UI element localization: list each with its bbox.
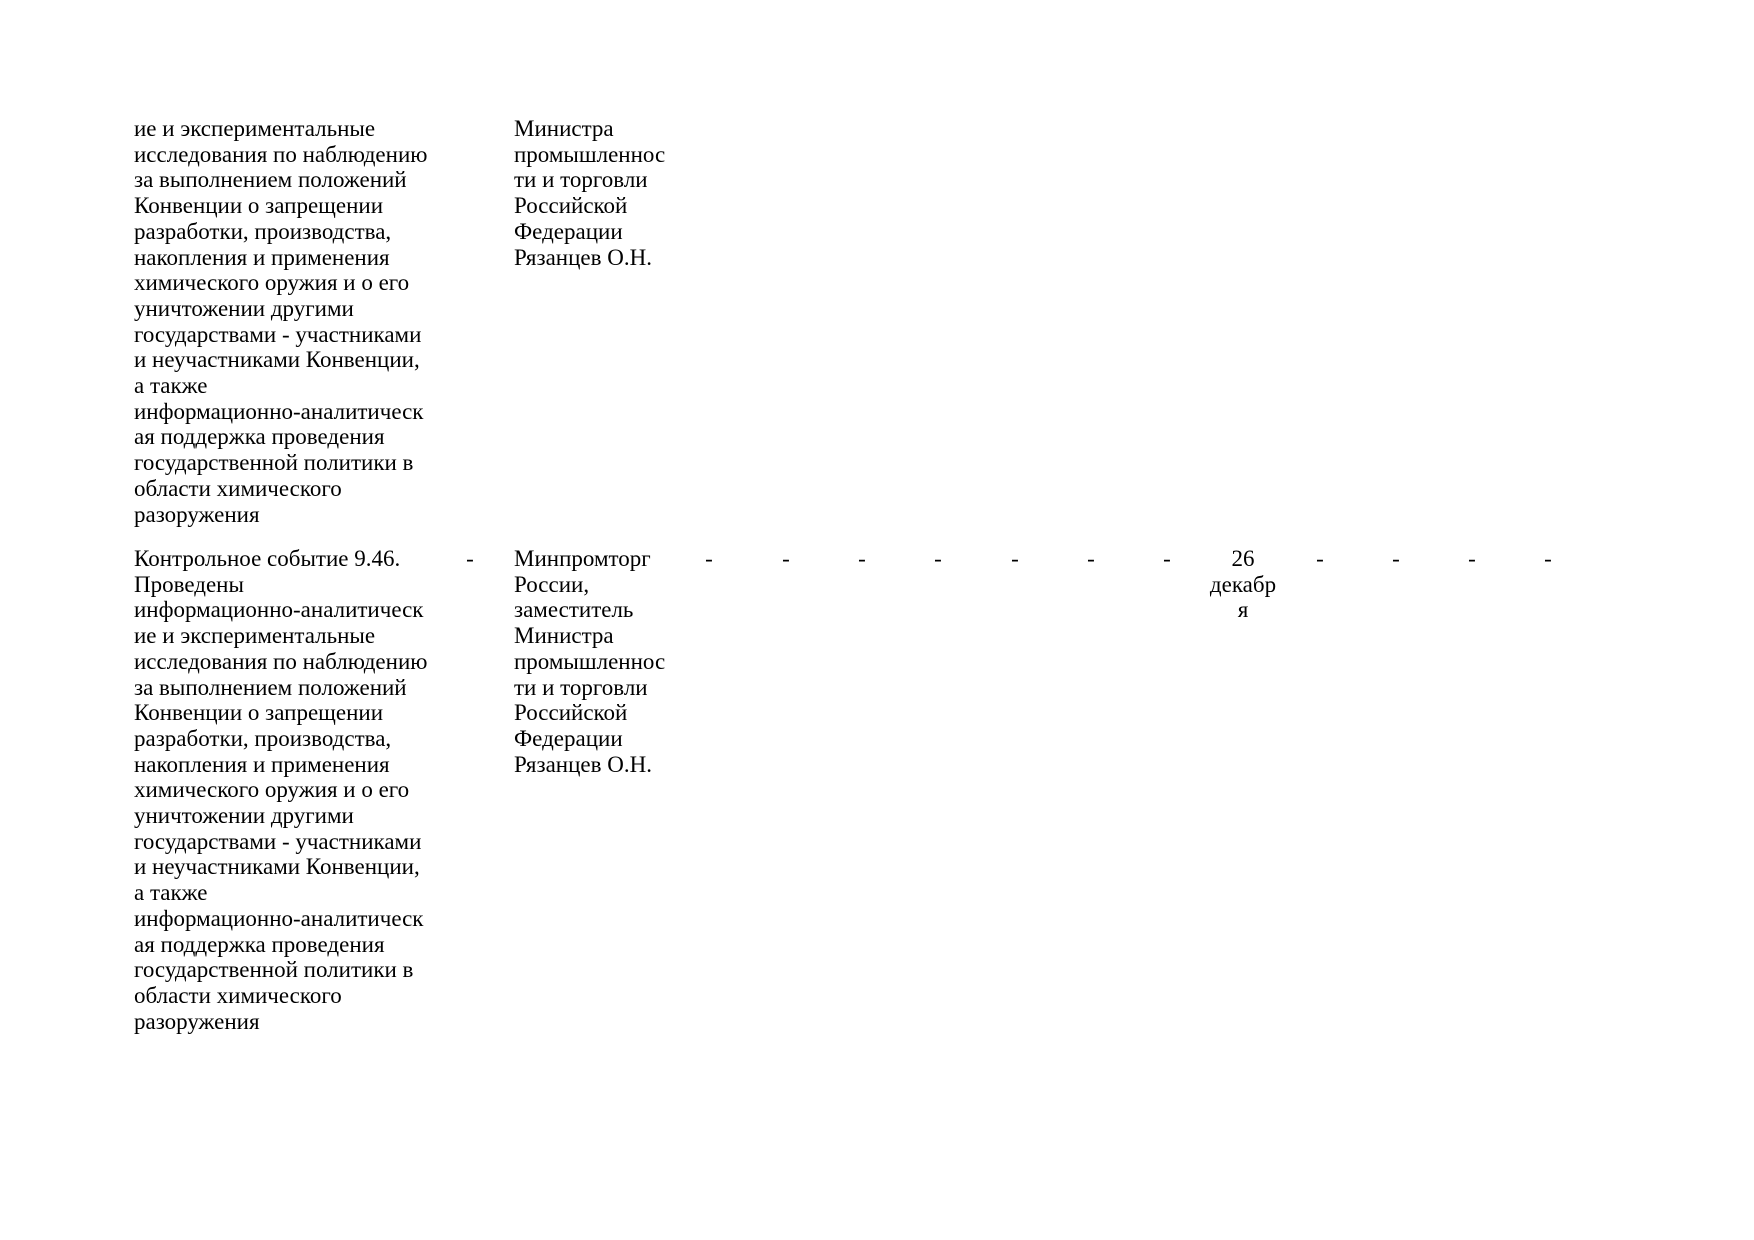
status-mark: - <box>466 546 474 571</box>
period-cell: - <box>934 546 942 571</box>
completion-date: 26 декабр я <box>1209 546 1277 623</box>
period-cell: - <box>1163 546 1171 571</box>
period-cell: - <box>1011 546 1019 571</box>
period-cell: - <box>858 546 866 571</box>
responsible-person: Минпромторг России, заместитель Министра промышленнос ти и торговли Российской Федерации Рязанцев О.Н. <box>514 546 666 777</box>
event-description: Контрольное событие 9.46. Проведены информационно-аналитическ ие и экспериментальные исследования по наблюдению за выполнением положений Конвенции о запрещении разработки, производства, накопления и применения химического оружия и о его уничтожении другими государствами - участниками и неучастниками Конвенции, а также информационно-аналитическ ая поддержка проведения государственной политики в области химического разоружения <box>134 546 428 1034</box>
period-cell: - <box>1316 546 1324 571</box>
period-cell: - <box>705 546 713 571</box>
responsible-person: Министра промышленнос ти и торговли Российской Федерации Рязанцев О.Н. <box>514 116 666 270</box>
period-cell: - <box>782 546 790 571</box>
event-description: ие и экспериментальные исследования по наблюдению за выполнением положений Конвенции о запрещении разработки, производства, накопления и применения химического оружия и о его уничтожении другими государствами - участниками и неучастниками Конвенции, а также информационно-аналитическ ая поддержка проведения государственной политики в области химического разоружения <box>134 116 428 527</box>
period-cell: - <box>1468 546 1476 571</box>
period-cell: - <box>1392 546 1400 571</box>
period-cell: - <box>1087 546 1095 571</box>
period-cell: - <box>1544 546 1552 571</box>
